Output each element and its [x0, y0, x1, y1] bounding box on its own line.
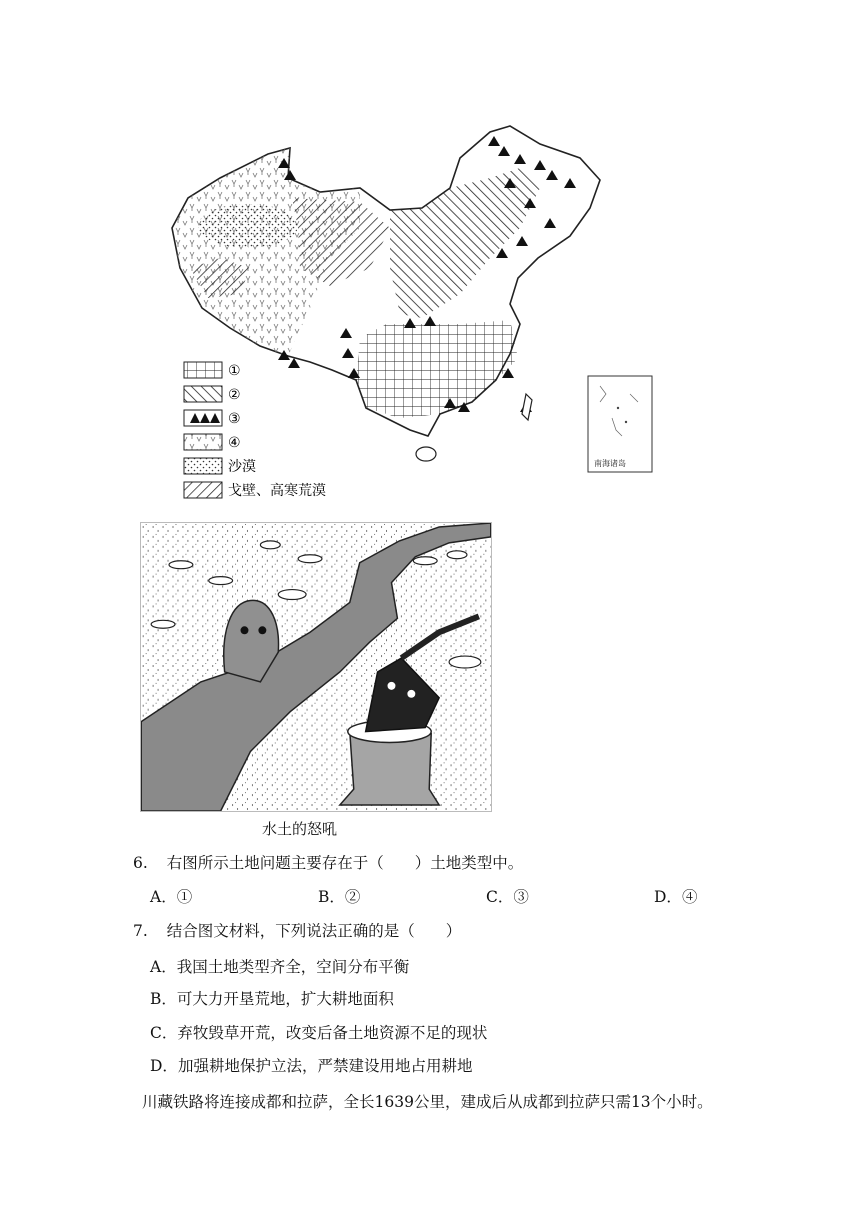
- option-text: 我国土地类型齐全，空间分布平衡: [176, 958, 410, 976]
- legend-label-3: ③: [228, 411, 241, 427]
- option-label: C．: [486, 888, 514, 906]
- region-desert: [198, 204, 298, 248]
- option-text: 可大力开垦荒地，扩大耕地面积: [176, 990, 394, 1008]
- china-land-type-map: [160, 118, 660, 503]
- legend-label-4: ④: [228, 435, 241, 451]
- option-text: ②: [344, 888, 361, 906]
- inset-label: 南海诸岛: [594, 459, 626, 468]
- question-number: 7.: [133, 922, 148, 940]
- option-text: 加强耕地保护立法，严禁建设用地占用耕地: [177, 1057, 473, 1075]
- question-stem: 结合图文材料，下列说法正确的是（ ）: [166, 922, 462, 940]
- map-legend: [184, 362, 326, 499]
- question-6: [133, 854, 523, 873]
- option-text: ③: [513, 888, 529, 906]
- option-text: ①: [176, 888, 193, 906]
- legend-label-desert: 沙漠: [228, 459, 256, 475]
- option-text: 弃牧毁草开荒，改变后备土地资源不足的现状: [177, 1024, 488, 1042]
- option-label: D．: [654, 888, 682, 906]
- q7-option-c[interactable]: [150, 1024, 487, 1043]
- question-stem: 右图所示土地问题主要存在于（ ）土地类型中。: [166, 854, 524, 872]
- legend-label-1: ①: [228, 363, 241, 379]
- region-1-grid: [356, 320, 518, 418]
- passage-text: 川藏铁路将连接成都和拉萨，全长1639公里，建成后从成都到拉萨只需13个小时。: [142, 1093, 713, 1111]
- q6-option-d[interactable]: [654, 888, 697, 907]
- south-china-sea-inset: [588, 376, 652, 472]
- question-7: [133, 922, 461, 941]
- q6-option-c[interactable]: [486, 888, 529, 907]
- q7-option-a[interactable]: [150, 958, 409, 977]
- soil-erosion-cartoon: [140, 522, 492, 812]
- question-number: 6.: [133, 854, 148, 872]
- q6-option-a[interactable]: [150, 888, 192, 907]
- legend-label-2: ②: [228, 387, 241, 403]
- q6-option-b[interactable]: [318, 888, 360, 907]
- option-label: B．: [318, 888, 345, 906]
- q7-option-d[interactable]: [150, 1057, 472, 1076]
- option-label: A．: [150, 958, 177, 976]
- q7-option-b[interactable]: [150, 990, 394, 1009]
- option-label: D．: [150, 1057, 178, 1075]
- option-label: C．: [150, 1024, 178, 1042]
- option-label: A．: [150, 888, 177, 906]
- option-text: ④: [681, 888, 698, 906]
- cartoon-caption: 水土的怒吼: [262, 820, 338, 838]
- legend-label-gobi: 戈壁、高寒荒漠: [228, 483, 326, 499]
- option-label: B．: [150, 990, 177, 1008]
